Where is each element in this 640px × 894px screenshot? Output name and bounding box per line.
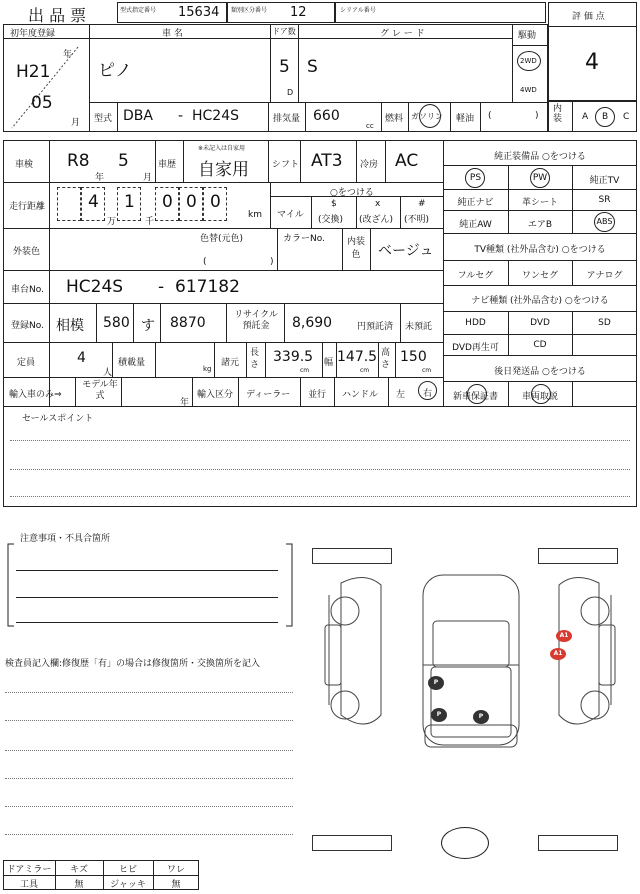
insp-div6 (385, 140, 386, 182)
mileage-d1: 4 (88, 192, 99, 212)
exterior-label: 外装色 (13, 247, 41, 257)
fuel-paren-open: ( (488, 111, 492, 121)
repaint-label: 色替(元色) (200, 234, 244, 244)
import-type-label: 輸入区分 (197, 390, 234, 400)
inspection-label: 車検 (15, 160, 34, 170)
bt-h3: ワレ (166, 865, 185, 875)
model-div1 (117, 102, 118, 132)
reg-number: 8870 (170, 315, 206, 331)
height-value: 150 (400, 349, 427, 365)
cap-div5 (265, 342, 266, 377)
drive-4wd: 4WD (520, 86, 537, 94)
displacement-value: 660 (313, 108, 340, 124)
car-name-label: 車 名 (162, 29, 183, 39)
width-unit: cm (360, 367, 370, 374)
bumper-front-right-box (538, 548, 618, 564)
defects-label: 注意事項・不具合箇所 (20, 534, 111, 544)
defects-bracket (6, 540, 296, 630)
recycle-label: リサイクル預託金 (234, 310, 278, 331)
first-reg-month: 05 (31, 93, 53, 113)
handle-label: ハンドル (342, 390, 379, 400)
label-col-div (49, 140, 50, 406)
insp-div2 (183, 140, 184, 182)
imp-div2 (121, 377, 122, 406)
history-label: 車歴 (158, 160, 177, 170)
door-sub: D (287, 88, 294, 97)
inspector-line-5 (5, 806, 293, 807)
eq-line-8 (443, 355, 637, 356)
cap-div9 (395, 342, 396, 377)
tv-title: TV種類 (社外品含む) ○をつける (474, 245, 606, 255)
equip-tv: 純正TV (589, 176, 620, 186)
inspection-year-unit: 年 (95, 173, 105, 183)
import-parallel: 並行 (308, 390, 327, 400)
imp-div3 (192, 377, 193, 406)
bumper-front-left-box (312, 548, 392, 564)
equip-pw: PW (532, 173, 548, 183)
sheet-title: 出 品 票 (28, 6, 87, 25)
eq-line-7 (443, 334, 637, 335)
model-div6 (450, 102, 451, 132)
equip-ps: PS (469, 173, 482, 183)
height-label: 高さ (381, 348, 391, 370)
model-value: HC24S (192, 108, 240, 124)
equip-abs: ABS (596, 217, 613, 226)
form-type-no: 15634 (178, 5, 220, 20)
later-title: 後日発送品 ○をつける (494, 367, 586, 377)
eq-line-5 (443, 285, 637, 286)
reg-div3 (160, 303, 161, 342)
h-line-3 (3, 270, 443, 271)
insp-div4 (300, 140, 301, 182)
insp-div1 (155, 140, 156, 182)
row1-div1 (89, 24, 90, 132)
mileage-hash-sub: (不明) (404, 215, 430, 225)
bt-r0: 工具 (19, 880, 38, 890)
bumper-rear-left-box (312, 835, 392, 851)
load-label: 積載量 (118, 358, 146, 368)
first-reg-slash (10, 45, 80, 130)
equip-aw: 純正AW (459, 220, 492, 230)
eq-line-0 (443, 165, 637, 166)
drive-label: 駆動 (518, 31, 537, 41)
h-line-1 (3, 182, 443, 183)
model-dash: - (178, 108, 184, 124)
defects-line-1 (16, 570, 278, 571)
mileage-d3: 0 (162, 192, 173, 212)
imp-div7 (388, 377, 389, 406)
car-diagram (305, 565, 635, 825)
nav-cd: CD (533, 340, 547, 350)
reg-div2 (133, 303, 134, 342)
mileage-label: 走行距離 (9, 202, 46, 212)
length-value: 339.5 (273, 349, 314, 365)
bumper-rear-right-box (538, 835, 618, 851)
mile-div2 (356, 196, 357, 228)
mileage-x: x (375, 199, 381, 209)
bottom-table-mid (3, 875, 199, 876)
model-div5 (408, 102, 409, 132)
inspector-line-2 (5, 720, 293, 721)
bt-h0: ドアミラー (6, 865, 52, 875)
recycle-unpaid: 未預託 (405, 322, 433, 332)
eq-line-1 (443, 189, 637, 190)
bt-r3: 無 (171, 880, 181, 890)
drive-2wd: 2WD (520, 57, 537, 65)
repaint-paren-close: ) (270, 257, 274, 267)
first-reg-month-unit: 月 (71, 118, 81, 128)
class-no: 12 (290, 5, 307, 20)
bt-h2: ヒビ (118, 865, 137, 875)
mileage-d2: 1 (124, 192, 135, 212)
sales-point-label: セールスポイント (22, 414, 94, 424)
chassis-label: 車台No. (11, 285, 44, 295)
bt-r1: 無 (74, 880, 84, 890)
mile-div1 (311, 196, 312, 228)
handle-left: 左 (396, 390, 406, 400)
chassis-model: HC24S (66, 277, 124, 297)
reg-div5 (284, 303, 285, 342)
reg-div4 (226, 303, 227, 342)
imp-div4 (238, 377, 239, 406)
model-div4 (381, 102, 382, 132)
insp-div3 (268, 140, 269, 182)
dims-label: 諸元 (221, 358, 240, 368)
score-label: 評 価 点 (572, 12, 605, 22)
score-value: 4 (585, 50, 599, 75)
equip-navi: 純正ナビ (457, 198, 494, 208)
sales-line-3 (10, 496, 630, 497)
recycle-status: 円預託済 (357, 322, 394, 332)
reg-div1 (96, 303, 97, 342)
reg-class-no: 580 (103, 315, 130, 331)
fuel-gas: ガソリン (411, 112, 443, 121)
height-unit: cm (422, 367, 432, 374)
recycle-value: 8,690 (292, 315, 333, 331)
mileage-d4: 0 (186, 192, 197, 212)
class-label: 類別区分番号 (231, 7, 268, 14)
sales-line-1 (10, 440, 630, 441)
inspection-month: 5 (118, 151, 129, 171)
mileage-dollar: $ (331, 199, 337, 209)
mileage-km: km (248, 210, 262, 220)
eq-line-4 (443, 260, 637, 261)
cap-div4 (246, 342, 247, 377)
interior-color-value: ベージュ (378, 243, 434, 259)
h-line-5 (3, 342, 443, 343)
ext-div1 (277, 228, 278, 270)
ext-div3 (370, 228, 371, 270)
row1-div4 (512, 24, 513, 102)
insp-div5 (356, 140, 357, 182)
fuel-diesel: 軽油 (456, 114, 475, 124)
first-reg-year: H21 (16, 62, 51, 82)
registration-label: 登録No. (11, 321, 44, 331)
reg-kana: す (141, 318, 155, 334)
inspector-line-4 (5, 778, 293, 779)
defects-line-2 (16, 597, 278, 598)
nav-hdd: HDD (465, 318, 486, 328)
mile-div0 (270, 182, 271, 228)
inspector-label: 検査員記入欄:修復歴「有」の場合は修復箇所・交換箇所を記入 (5, 659, 261, 669)
eq-line-9 (443, 381, 637, 382)
damage-mark-1: A1 (556, 630, 572, 642)
nav-dvd: DVD (530, 318, 550, 328)
spare-tire-circle (441, 827, 489, 859)
row1-div2 (270, 24, 271, 102)
h-line-4 (3, 303, 443, 304)
cap-div3 (214, 342, 215, 377)
cap-div8 (378, 342, 379, 377)
displacement-label: 排気量 (273, 114, 301, 124)
model-year-label: モデル年式 (82, 380, 118, 401)
imp-div5 (300, 377, 301, 406)
drive-line (512, 45, 548, 46)
model-div7 (480, 102, 481, 132)
eq-col-2d (572, 381, 573, 406)
load-unit: kg (203, 365, 212, 373)
imp-div1 (75, 377, 76, 406)
chassis-number: 617182 (175, 277, 240, 297)
mileage-man: 万 (107, 217, 117, 227)
mile-div3 (400, 196, 401, 228)
defects-line-3 (16, 622, 278, 623)
cap-div6 (322, 342, 323, 377)
mileage-sen: 千 (145, 217, 155, 227)
inspector-line-6 (5, 834, 293, 835)
equip-airbag: エアB (527, 220, 553, 230)
equip-sr: SR (598, 195, 611, 205)
later-warranty: 新車保証書 (452, 392, 498, 402)
mileage-dollar-sub: (交換) (318, 215, 344, 225)
mileage-circle-note: ○をつける (330, 188, 374, 198)
inspector-line-3 (5, 750, 293, 751)
tv-analog: アナログ (586, 271, 623, 281)
length-label: 長さ (250, 348, 260, 370)
bt-r2: ジャッキ (110, 880, 146, 890)
model-label: 型式 (94, 114, 113, 124)
first-reg-label: 初年度登録 (10, 29, 56, 39)
nav-sd: SD (598, 318, 611, 328)
fuel-label: 燃料 (385, 114, 404, 124)
damage-mark-3: P (428, 676, 444, 690)
ac-value: AC (395, 151, 419, 171)
capacity-label: 定員 (17, 358, 36, 368)
shift-value: AT3 (311, 151, 343, 171)
first-reg-year-unit: 年 (63, 50, 73, 60)
interior-color-label: 内装色 (346, 237, 365, 260)
mileage-mile: マイル (277, 210, 304, 220)
capacity-persons-unit: 人 (103, 368, 113, 378)
door-count: 5 (279, 57, 290, 77)
mileage-d5: 0 (210, 192, 221, 212)
import-label: 輸入車のみ⇒ (9, 390, 62, 400)
inspection-year: R8 (67, 151, 90, 171)
equip-leather: 革シート (521, 198, 558, 208)
interior-c: C (623, 112, 630, 122)
inspector-line-1 (5, 692, 293, 693)
interior-div (572, 101, 573, 132)
damage-mark-5: P (473, 710, 489, 724)
eq-line-2 (443, 210, 637, 211)
cap-div2 (155, 342, 156, 377)
imp-div6 (334, 377, 335, 406)
capacity-persons: 4 (77, 350, 86, 366)
h-line-2 (3, 228, 443, 229)
model-div2 (268, 102, 269, 132)
inspection-month-unit: 月 (143, 173, 153, 183)
mileage-digit-box-1 (57, 187, 81, 221)
interior-a: A (582, 112, 589, 122)
damage-mark-4: P (431, 708, 447, 722)
tv-one: ワンセグ (521, 271, 558, 281)
eq-line-3 (443, 233, 637, 234)
import-dealer: ディーラー (246, 390, 291, 400)
door-label: ドア数 (272, 27, 296, 36)
width-label: 幅 (324, 358, 334, 368)
nav-title: ナビ種類 (社外品含む) ○をつける (471, 296, 609, 306)
score-divider (548, 26, 637, 27)
bt-h1: キズ (70, 865, 88, 875)
history-note: ※未記入は自家用 (198, 145, 246, 152)
color-no-label: カラーNo. (283, 234, 325, 244)
interior-label: 内装 (553, 104, 563, 124)
ext-div2 (342, 228, 343, 270)
mileage-hash: # (418, 199, 426, 209)
tv-full: フルセグ (457, 271, 494, 281)
repaint-paren-open: ( (203, 257, 207, 267)
model-prefix: DBA (123, 108, 153, 124)
grade-value: S (307, 57, 318, 77)
sales-line-2 (10, 469, 630, 470)
equip-title: 純正装備品 ○をつける (494, 152, 586, 162)
displacement-unit: cc (366, 122, 374, 130)
handle-right: 右 (423, 389, 433, 399)
ac-label: 冷房 (360, 160, 379, 170)
row1-div3 (298, 24, 299, 102)
interior-b: B (602, 112, 609, 122)
fuel-paren-close: ) (535, 111, 539, 121)
form-type-label: 型式指定番号 (120, 7, 157, 14)
model-div3 (305, 102, 306, 132)
shift-label: シフト (272, 160, 300, 170)
row1-header-line (3, 38, 512, 39)
chassis-dash: - (158, 277, 165, 297)
later-manual: 車両取説 (521, 392, 558, 402)
history-value: 自家用 (198, 160, 249, 180)
reg-div6 (400, 303, 401, 342)
width-value: 147.5 (337, 349, 378, 365)
mileage-x-sub: (改ざん) (359, 215, 394, 225)
reg-region: 相模 (56, 318, 84, 334)
damage-mark-2: A1 (550, 648, 566, 660)
serial-label: シリアル番号 (340, 7, 376, 14)
cap-div1 (112, 342, 113, 377)
h-line-7 (3, 406, 637, 407)
import-year-unit: 年 (180, 398, 190, 408)
nav-dvdplay: DVD再生可 (452, 343, 499, 353)
h-line-6 (3, 377, 443, 378)
car-name: ピノ (98, 61, 132, 81)
eq-line-6 (443, 311, 637, 312)
length-unit: cm (300, 367, 310, 374)
grade-label: グ レ ー ド (380, 29, 425, 39)
